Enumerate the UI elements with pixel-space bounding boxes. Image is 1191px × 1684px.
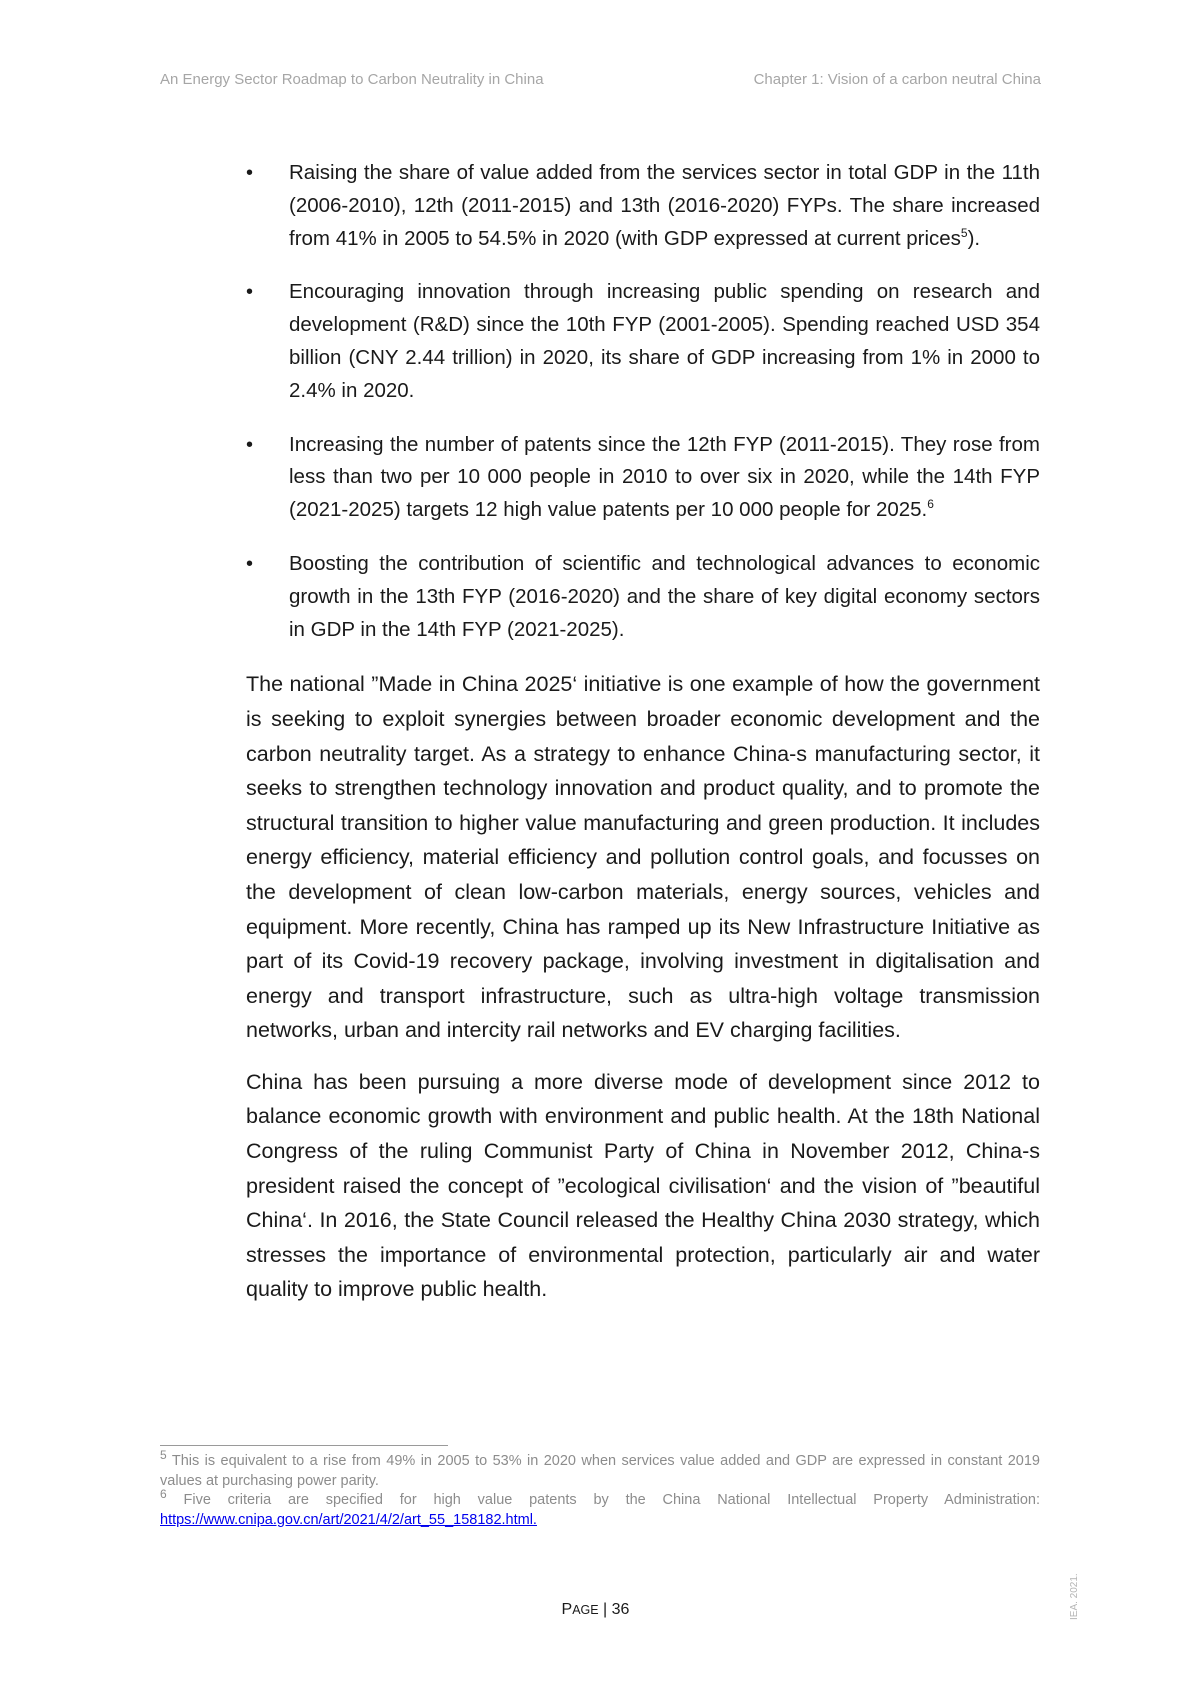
footnote-text: Five criteria are specified for high value patents by the China National Intellectual Property Administration: [183,1492,1040,1508]
copyright-credit: IEA. 2021. [1069,1573,1080,1620]
bullet-icon: • [246,552,254,575]
body-paragraph: China has been pursuing a more diverse mode of development since 2012 to balance economic growth with environment and public health. At the 18th National Congress of the ruling Communist Party of China in November 2012, China‑s president raised the concept of ”ecological civilisation‘ and the vision of ”beautiful China‘. In 2016, the State Council released the Healthy China 2030 strategy, which stresses the importance of environmental protection, particularly air and water quality to improve public health. [246,1069,1040,1302]
footnote-number: 5 [160,1448,167,1463]
footnote-5 [160,1448,1040,1491]
footnote-number: 6 [160,1487,167,1502]
list-item [246,157,1040,255]
bullet-icon: • [246,162,254,184]
bullet-text: Increasing the number of patents since the 12th FYP (2011-2015). They rose from less than two per 10 000 people in 2010 to over six in 2020, while the 14th FYP (2021-2025) targets 12 high value patents per 10 000 people for 2025. [289,432,1040,522]
bullet-icon: • [246,433,254,456]
page-number-value: 36 [611,1601,630,1618]
bullet-text: Boosting the contribution of scientific and technological advances to economic growth in the 13th FYP (2016-2020) and the share of key digital economy sectors in GDP in the 14th FYP (2021-2025). [289,551,1040,641]
bullet-text: Raising the share of value added from the services sector in total GDP in the 11th (2006-2010), 12th (2011-2015) and 13th (2016-2020) FYPs. The share increased from 41% in 2005 to 54.5% in 2020 (with GDP expressed at current prices [289,161,1040,250]
list-item [246,548,1040,646]
bullet-text: Encouraging innovation through increasing public spending on research and development (R&D) since the 10th FYP (2001-2005). Spending reached USD 354 billion (CNY 2.44 trillion) in 2020, its share of GDP increasing from 1% in 2000 to 2.4% in 2020. [289,280,1040,402]
list-item [246,276,1040,407]
running-header-title: An Energy Sector Roadmap to Carbon Neutrality in China [160,71,544,88]
footnote-link[interactable]: https://www.cnipa.gov.cn/art/2021/4/2/art_55_158182.html. [160,1511,537,1528]
bullet-list [246,157,1040,646]
bullet-tail: ). [967,226,981,250]
bullet-icon: • [246,281,254,304]
footnote-text: This is equivalent to a rise from 49% in 2005 to 53% in 2020 when services value added and GDP are expressed in constant 2019 values at purchasing power parity. [160,1453,1040,1489]
main-content [246,157,1040,1324]
body-paragraph: The national ”Made in China 2025‘ initiative is one example of how the government is seeking to exploit synergies between broader economic development and the carbon neutrality target. As a strategy to enhance China‑s manufacturing sector, it seeks to strengthen technology innovation and product quality, and to promote the structural transition to higher value manufacturing and green production. It includes energy efficiency, material efficiency and pollution control goals, and focusses on the development of clean low-carbon materials, energy sources, vehicles and equipment. More recently, China has ramped up its New Infrastructure Initiative as part of its Covid-19 recovery package, involving investment in digitalisation and energy and transport infrastructure, such as ultra-high voltage transmission networks, urban and intercity rail networks and EV charging facilities. [246,672,1040,1043]
footnote-ref-5[interactable]: 5 [960,225,968,240]
running-header-chapter: Chapter 1: Vision of a carbon neutral China [753,71,1041,88]
page-number: PAGE | 36 [561,1601,630,1618]
list-item [246,429,1040,527]
footnote-ref-6[interactable]: 6 [927,497,934,512]
footnote-divider [160,1445,448,1446]
footnote-6 [160,1487,1040,1530]
footnotes [160,1448,1040,1530]
